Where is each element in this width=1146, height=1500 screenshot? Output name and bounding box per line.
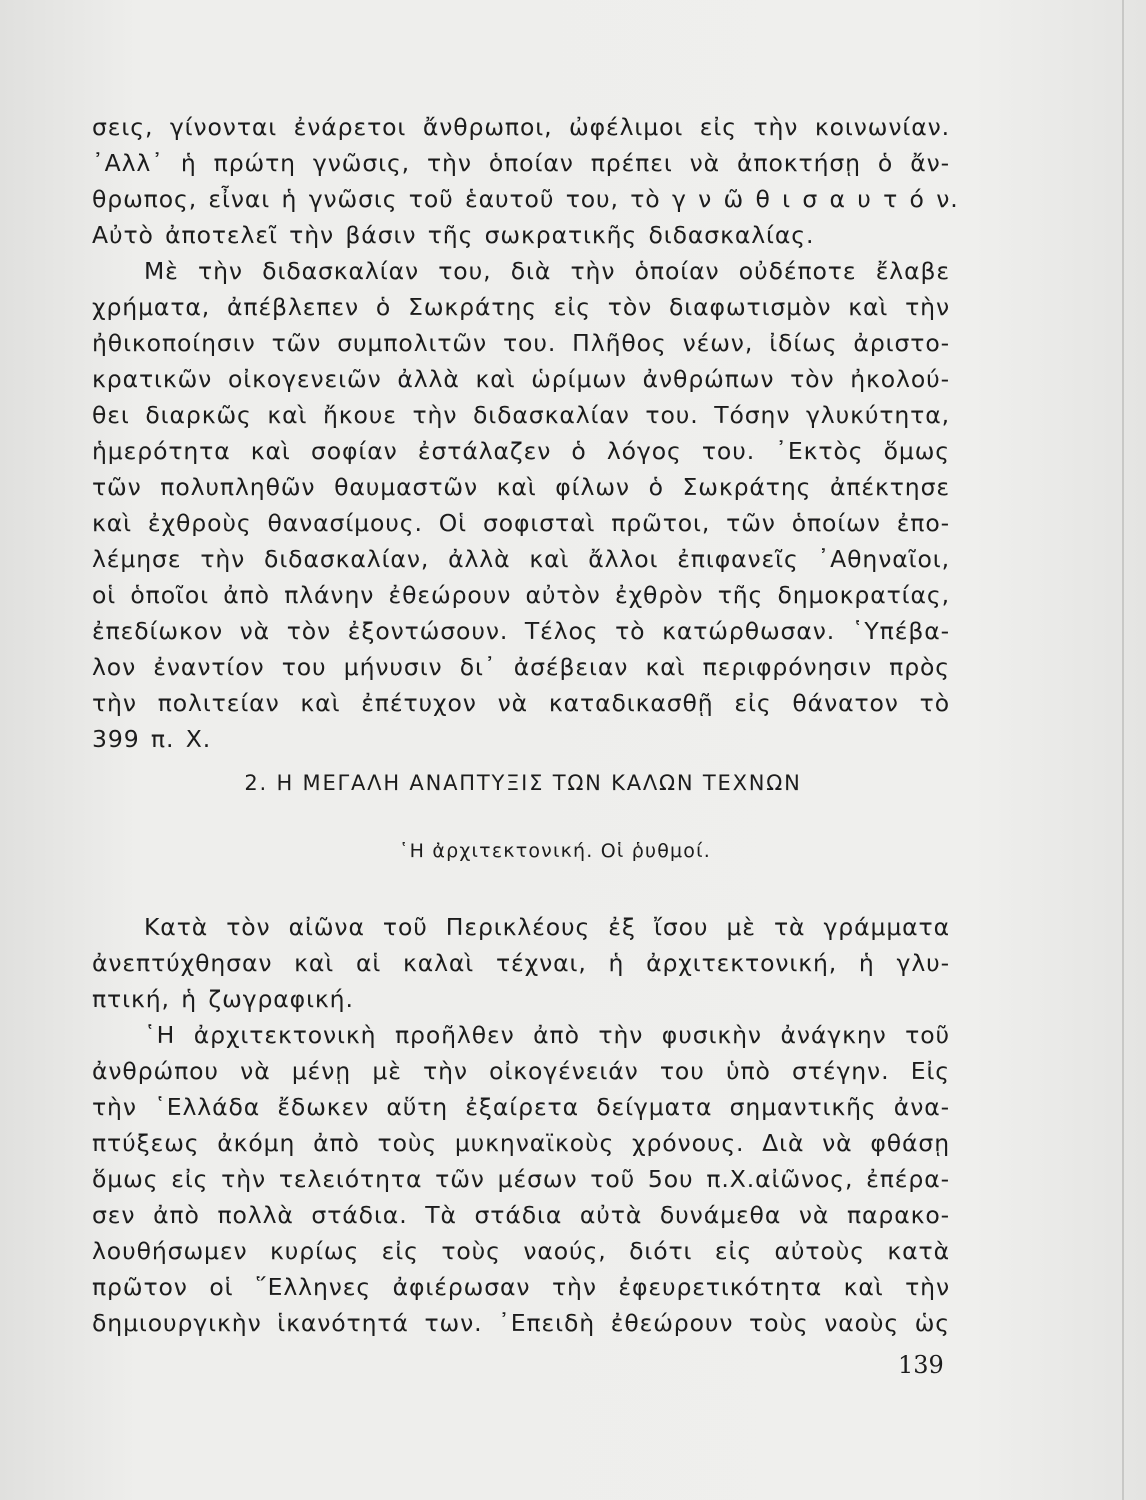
text-line: ὅμως εἰς τὴν τελειότητα τῶν μέσων τοῦ 5ου π.Χ.αἰῶνος, ἐπέρα- (92, 1165, 950, 1193)
text-line: ἀνεπτύχθησαν καὶ αἱ καλαὶ τέχναι, ἡ ἀρχιτεκτονική, ἡ γλυ- (92, 949, 950, 977)
subheading: ῾Η ἀρχιτεκτονική. Οἱ ῥυθμοί. (398, 840, 712, 862)
text-line: χρήματα, ἀπέβλεπεν ὁ Σωκράτης εἰς τὸν διαφωτισμὸν καὶ τὴν (92, 293, 950, 321)
text-line: ἡμερότητα καὶ σοφίαν ἐστάλαζεν ὁ λόγος του. ᾿Εκτὸς ὅμως (92, 437, 950, 465)
text-line: δημιουργικὴν ἱκανότητά των. ᾿Επειδὴ ἐθεώρουν τοὺς ναοὺς ὡς (92, 1309, 950, 1337)
text-line: τῶν πολυπληθῶν θαυμαστῶν καὶ φίλων ὁ Σωκράτης ἀπέκτησε (92, 473, 950, 501)
text-line: οἱ ὁποῖοι ἀπὸ πλάνην ἐθεώρουν αὐτὸν ἐχθρὸν τῆς δημοκρατίας, (92, 581, 950, 609)
text-line: Κατὰ τὸν αἰῶνα τοῦ Περικλέους ἐξ ἴσου μὲ τὰ γράμματα (144, 913, 950, 941)
text-line: σεν ἀπὸ πολλὰ στάδια. Τὰ στάδια αὐτὰ δυνάμεθα νὰ παρακο- (92, 1201, 950, 1229)
text-block-upper (92, 109, 959, 757)
page-number: 139 (898, 1351, 944, 1379)
text-line: ἀνθρώπου νὰ μένῃ μὲ τὴν οἰκογένειάν του ὑπὸ στέγην. Εἰς (92, 1057, 950, 1085)
text-line: καὶ ἐχθροὺς θανασίμους. Οἱ σοφισταὶ πρῶτοι, τῶν ὁποίων ἐπο- (92, 509, 950, 537)
text-line: σεις, γίνονται ἐνάρετοι ἄνθρωποι, ὠφέλιμοι εἰς τὴν κοινωνίαν. (92, 113, 950, 141)
text-line: λον ἐναντίον του μήνυσιν δι᾿ ἀσέβειαν καὶ περιφρόνησιν πρὸς (92, 653, 950, 681)
text-line: πτύξεως ἀκόμη ἀπὸ τοὺς μυκηναϊκοὺς χρόνους. Διὰ νὰ φθάσῃ (92, 1129, 950, 1157)
text-line: θρωπος, εἶναι ἡ γνῶσις τοῦ ἑαυτοῦ του, τὸ γ ν ῶ θ ι σ α υ τ ό ν. (92, 185, 959, 213)
text-line: 399 π. Χ. (92, 725, 212, 753)
text-line: θει διαρκῶς καὶ ἤκουε τὴν διδασκαλίαν του. Τόσην γλυκύτητα, (92, 401, 950, 429)
text-line: λέμησε τὴν διδασκαλίαν, ἀλλὰ καὶ ἄλλοι ἐπιφανεῖς ᾿Αθηναῖοι, (92, 545, 950, 573)
text-line: κρατικῶν οἰκογενειῶν ἀλλὰ καὶ ὡρίμων ἀνθρώπων τὸν ἠκολού- (92, 365, 950, 393)
text-line: ῾Η ἀρχιτεκτονικὴ προῆλθεν ἀπὸ τὴν φυσικὴν ἀνάγκην τοῦ (144, 1021, 950, 1049)
text-line: ἐπεδίωκον νὰ τὸν ἐξοντώσουν. Τέλος τὸ κατώρθωσαν. ῾Υπέβα- (92, 617, 950, 645)
text-line: ᾿Αλλ᾿ ἡ πρώτη γνῶσις, τὴν ὁποίαν πρέπει νὰ ἀποκτήσῃ ὁ ἄν- (92, 149, 950, 177)
text-block-lower (92, 909, 950, 1341)
text-line: τὴν πολιτείαν καὶ ἐπέτυχον νὰ καταδικασθῇ εἰς θάνατον τὸ (92, 689, 950, 717)
text-line: πτική, ἡ ζωγραφική. (92, 985, 354, 1013)
section-heading: 2. Η ΜΕΓΑΛΗ ΑΝΑΠΤΥΞΙΣ ΤΩΝ ΚΑΛΩΝ ΤΕΧΝΩΝ (244, 771, 802, 795)
text-line: ἠθικοποίησιν τῶν συμπολιτῶν του. Πλῆθος νέων, ἰδίως ἀριστο- (92, 329, 950, 357)
text-line: λουθήσωμεν κυρίως εἰς τοὺς ναούς, διότι εἰς αὐτοὺς κατὰ (92, 1237, 950, 1265)
page-edge-line (1122, 0, 1124, 1500)
text-line: Αὐτὸ ἀποτελεῖ τὴν βάσιν τῆς σωκρατικῆς διδασκαλίας. (92, 221, 815, 249)
text-line: Μὲ τὴν διδασκαλίαν του, διὰ τὴν ὁποίαν οὐδέποτε ἔλαβε (144, 257, 950, 285)
text-line: πρῶτον οἱ ῞Ελληνες ἀφιέρωσαν τὴν ἐφευρετικότητα καὶ τὴν (92, 1273, 950, 1301)
text-line: τὴν ῾Ελλάδα ἔδωκεν αὕτη ἐξαίρετα δείγματα σημαντικῆς ἀνα- (92, 1093, 950, 1121)
